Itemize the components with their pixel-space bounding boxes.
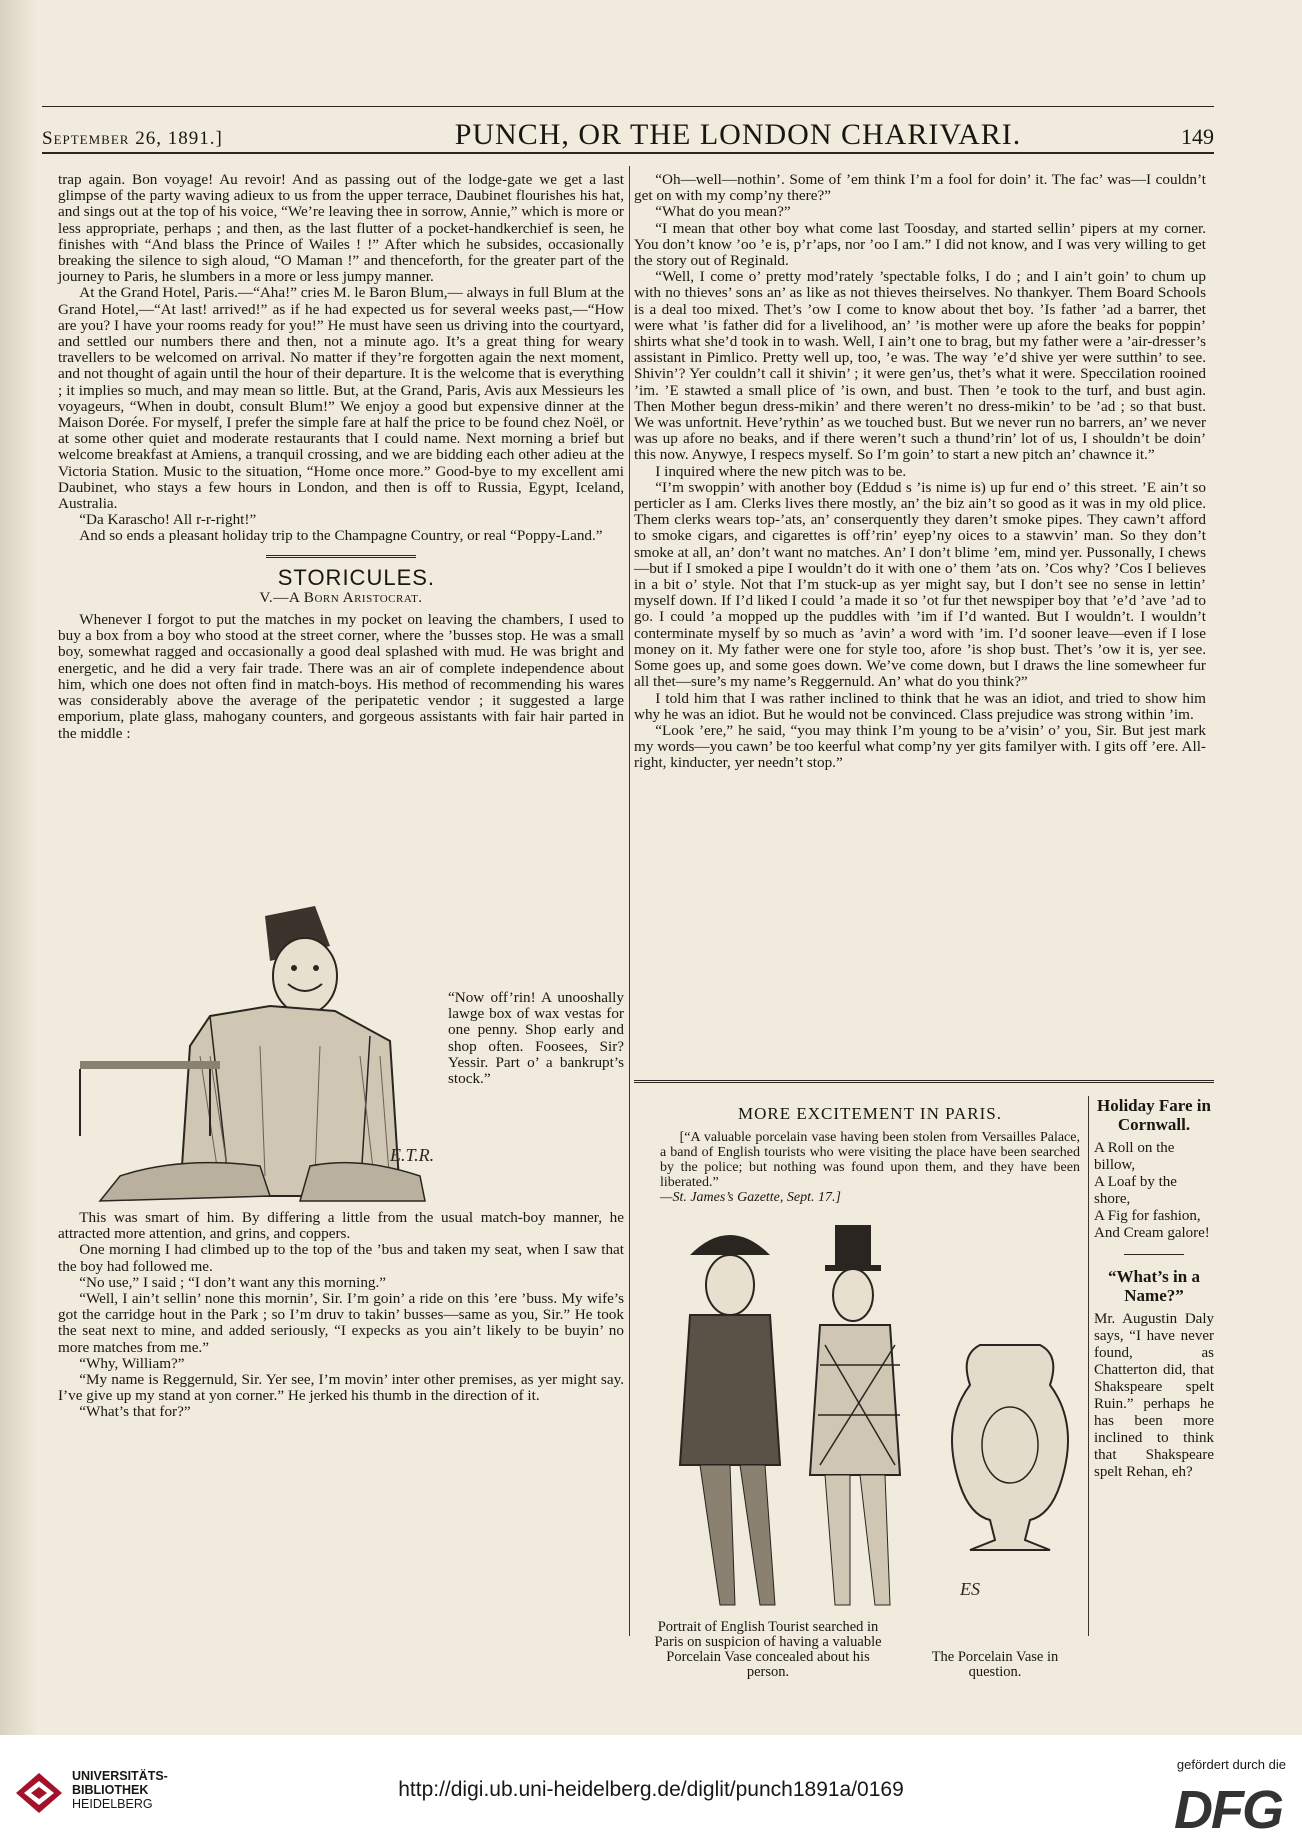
paragraph: At the Grand Hotel, Paris.—“Aha!” cries M. le Baron Blum,— always in full Blum at the Grand Hotel,—“At last! arrived!” as if he had expected us for several weeks past,—“How are you? I have your rooms ready for you!” He must have seen us driving into the courtyard, and settled our numbers there and then, not a minute ago. It’s a great thing for weary travellers to be welcomed on arrival. No matter if they’re forgotten again the next moment, and not thought of again until the hour of their departure. It is the welcome that is everything ; it implies so much, and may mean so little. But, at the Grand, Paris, Avis aux Messieurs les voyageurs, “When in doubt, consult Blum!” We enjoy a good but expensive dinner at the Maison Dorée. For myself, I prefer the simple fare at half the price to be found chez Noël, or at some other quiet and moderate restaurants that I could name. Next morning a brief but welcome breakfast at Amiens, a tranquil crossing, and we are bidding each other adieu at the Victoria Station. Music to the situation, “Home once more.” Good-bye to my excellent ami Daubinet, who stays a few hours in London, and then is off to Russia, Egypt, Iceland, Australia.: [58, 284, 624, 513]
paragraph: “I’m swoppin’ with another boy (Eddud s ’is nime is) up fur end o’ this street. ’E ain’t so perticler as I am. Clerks lives there mostly, an’ the biz ain’t so good as it was in my old plice. Them clerks wears top-’ats, an’ conserquently they daren’t smoke pipes. They cawn’t afford to smoke cigars, and cigarettes is off’rin’ eyep’ny oices to a stawvin’ man. So they don’t smoke at all, an’ don’t want no matches. An’ I don’t blime ’em, mind yer. Pussonally, I chews—but if I smoked a pipe I wouldn’t do it with one o’ them ’ats on. ’Cos why? ’Cos I believes in a bit o’ style. Not that I’m stuck-up as yer might say, but I don’t see no sense in lettin’ myself down. If I’d liked I could ’a made it so ’ot fur thet newspiper boy that ’e’d ’ave ’ad to go. I could ’a mopped up the puddles with ’im if I’d wanted. But I wouldn’t. I wouldn’t conterminate myself by so much as ’avin’ a word with ’im. I’d sooner leave—even if I lose money on it. My father were one for style too, afore ’is shop bust. Thet’s ’ow it is, yer see. Some goes up, and some goes down. We’ve come down, but I draws the line somewheer fur all thet—sure’s my name’s Reggernuld. An’ what do you think?”: [634, 478, 1206, 691]
paragraph: “Well, I come o’ pretty mod’rately ’spectable folks, I do ; and I ain’t goin’ to chum up with no thieves’ sons an’ as like as not thieves theirselves. No thankyer. Them Board Schools is a deal too mixed. Thet’s ’ow I come to know about thet boy. ’Is father ’ad a barrer, thet were what ’is father did for a livelihood, an’ ’is mother were up afore the beaks for poppin’ shirts what she’d took in to wash. Well, I ain’t one to brag, but my father were a ’air-dresser’s assistant in Pimlico. Pretty well up, too, ’e was. The way ’e’d shive yer were sutthin’ to see. Shivin’? Yer couldn’t call it shivin’ ; it were gen’us, thet’s what it were. Speccilation rooined ’im. ’E stawted a small plice of ’is own, and bust. Then ’e took to the turf, and bust agin. Then Mother begun dress-mikin’ and there weren’t no dress-mikin’ to be ’ad ; so that bust. We was unfortnit. Heve’rythin’ as we touched bust. But we never run no barrers, an’ we never was up afore no beaks, and if there weren’t such a thund’rin’ lot of us, I shouldn’t be doin’ this now. Anywye, I respecs myself. So I’m goin’ to start a new pitch an’ chawnce it.”: [634, 268, 1206, 464]
paragraph: This was smart of him. By differing a little from the usual match-boy manner, he attracted more attention, and grins, and coppers.: [58, 1209, 624, 1243]
paragraph: “No use,” I said ; “I don’t want any this morning.”: [79, 1273, 387, 1291]
paragraph: “I mean that other boy what come last Toosday, and started sellin’ pipers at my corner. You don’t know ’oo ’e is, p’r’aps, nor ’oo I am.” I did not know, and I was very willing to get the story out of Reginald.: [634, 219, 1206, 270]
caption-vase: The Porcelain Vase in question.: [931, 1649, 1059, 1680]
library-line: BIBLIOTHEK: [72, 1783, 149, 1797]
poem-line: And Cream galore!: [1094, 1225, 1210, 1241]
paragraph: And so ends a pleasant holiday trip to the Champagne Country, or real “Poppy-Land.”: [79, 527, 603, 545]
paragraph: trap again. Bon voyage! Au revoir! And as passing out of the lodge-gate we get a last glimpse of the party waving adieux to us from the upper terrace, Daubinet flourishes his hat, and sings out at the top of his voice, “We’re leaving thee in sorrow, Annie,” which is more or less appropriate, perhaps ; and then, as the last flutter of a pocket-handkerchief is seen, he finishes with “And blass the Prince of Wailes ! !” After which he subsides, occasionally breaking the silence to sigh aloud, “O Maman !” and thenceforth, for the greater part of the journey to Paris, he slumbers in a more or less jumpy manner.: [58, 171, 624, 286]
story-quote: “Now off’rin! A unooshally lawge box of wax vestas for one penny. Shop early and shop often. Foosees, Sir? Yessir. Part o’ a bankrupt’s stock.”: [448, 989, 624, 1088]
story-text: Whenever I forgot to put the matches in my pocket on leaving the chambers, I used to buy a box from a boy who stood at the street corner, where the ’busses stop. He was a small boy, somewhat ragged and occasionally a good deal splashed with mud. He was bright and energetic, and he did a very fair trade. There was an air of complete independence about him, which one does not often find in match-boys. His method of recommending his wares was considerably above the average of the peripatetic vendor ; it suggested a large emporium, plate glass, mahogany counters, and gorgeous assistants with fair hair parted in the middle :: [58, 611, 624, 742]
artist-signature: E.T.R.: [390, 1145, 435, 1165]
face-shape: [273, 938, 337, 1014]
poem-line: A Fig for fashion,: [1094, 1208, 1201, 1224]
tourist-coat-shape: [810, 1325, 900, 1475]
section-separator: [634, 1080, 1214, 1083]
holiday-title: Holiday Fare in Cornwall.: [1097, 1096, 1211, 1134]
excitement-quote: [“A valuable porcelain vase having been stolen from Versailles Palace, a band of English tourists who were visiting the place have been searched by the police; but nothing was found upon them, and they have been liberated.”: [660, 1130, 1080, 1190]
page-number: 149: [1181, 124, 1214, 149]
paragraph: “What’s that for?”: [79, 1403, 191, 1421]
artist-signature: ES: [960, 1579, 980, 1599]
left-column: [58, 172, 624, 742]
story-side-text: [448, 990, 624, 1087]
section-separator: [266, 555, 416, 558]
match-boy-illustration: [60, 906, 445, 1206]
funded-by-text: gefördert durch die: [1176, 1757, 1286, 1772]
sidebar-divider: [1088, 1096, 1089, 1636]
sidebar: [1094, 1096, 1214, 1481]
holiday-poem: [1094, 1140, 1214, 1242]
poem-line: A Roll on the billow,: [1094, 1140, 1175, 1173]
name-title: “What’s in a Name?”: [1108, 1267, 1200, 1305]
top-rule: [42, 106, 1214, 107]
paragraph: “Well, I ain’t sellin’ none this mornin’, Sir. I’m goin’ a ride on this ’ere ’buss. My wife’s got the carridge hout in the Park ; so I’m druv to takin’ busses—same as you, Sir.” He took the seat next to mine, and added seriously, “I expecks as you ain’t likely to be buyin’ no more matches from me.”: [58, 1290, 624, 1356]
paragraph: “What do you mean?”: [655, 203, 791, 221]
paragraph: “Look ’ere,” he said, “you may think I’m young to be a’visin’ o’ you, Sir. But jest mark my words—you cawn’ be too keerful what comp’ny yer gits familyer with. I gits off ’ere. All-right, kinducter, yer needn’t stop.”: [634, 721, 1206, 772]
excitement-title: MORE EXCITEMENT IN PARIS.: [738, 1104, 1002, 1123]
excitement-source: —St. James’s Gazette, Sept. 17.]: [660, 1190, 841, 1205]
issue-date: September 26, 1891.]: [42, 128, 223, 149]
poem-line: A Loaf by the shore,: [1094, 1174, 1177, 1207]
left-column-lower: [58, 1210, 624, 1421]
paragraph: “Da Karascho! All r-r-right!”: [79, 511, 257, 529]
paragraph: I inquired where the new pitch was to be.: [655, 462, 907, 480]
paragraph: “Why, William?”: [79, 1354, 185, 1372]
right-column: [634, 172, 1206, 772]
storicules-subtitle: V.—A Born Aristocrat.: [259, 588, 423, 606]
excitement-quote-block: [660, 1130, 1080, 1205]
tourist-searched-illustration: [660, 1215, 1080, 1615]
caption-tourist: Portrait of English Tourist searched in Paris on suspicion of having a valuable Porcelain Vase concealed about his person.: [654, 1619, 882, 1680]
paragraph: [58, 612, 624, 742]
paragraph: “My name is Reggernuld, Sir. Yer see, I’m movin’ inter other premises, as yer might say. I’ve give up my stand at yon corner.” He jerked his thumb in the direction of it.: [58, 1371, 624, 1405]
top-hat-shape: [835, 1225, 871, 1267]
source-url-link[interactable]: http://digi.ub.uni-heidelberg.de/diglit/punch1891a/0169: [398, 1778, 904, 1801]
sidebar-separator: [1124, 1254, 1184, 1255]
digital-library-footer: [0, 1735, 1302, 1840]
storicules-title: STORICULES.: [277, 564, 436, 590]
page-header: [42, 118, 1214, 154]
library-line: UNIVERSITÄTS-: [72, 1769, 168, 1783]
name-text: Mr. Augustin Daly says, “I have never found, as Chatterton did, that Shakspeare spelt Ruin.” perhaps he has been more inclined to think that Shakspeare spelt Rehan, eh?: [1094, 1311, 1214, 1480]
column-divider: [629, 166, 630, 1636]
paragraph: “Oh—well—nothin’. Some of ’em think I’m a fool for doin’ it. The fac’ was—I couldn’t get on with my comp’ny there?”: [634, 171, 1206, 205]
scan-edge: [0, 0, 36, 1735]
dfg-logo: DFG: [1174, 1780, 1282, 1840]
library-line: HEIDELBERG: [72, 1797, 153, 1811]
paragraph: I told him that I was rather inclined to think that he was an idiot, and tried to show him why he was an idiot. But he would not be convinced. Class prejudice was strong within ’im.: [634, 689, 1206, 723]
masthead-title: PUNCH, OR THE LONDON CHARIVARI.: [454, 118, 1022, 151]
paragraph: One morning I had climbed up to the top of the ’bus and taken my seat, when I saw that the boy had followed me.: [58, 1241, 624, 1275]
gendarme-coat-shape: [680, 1315, 780, 1465]
